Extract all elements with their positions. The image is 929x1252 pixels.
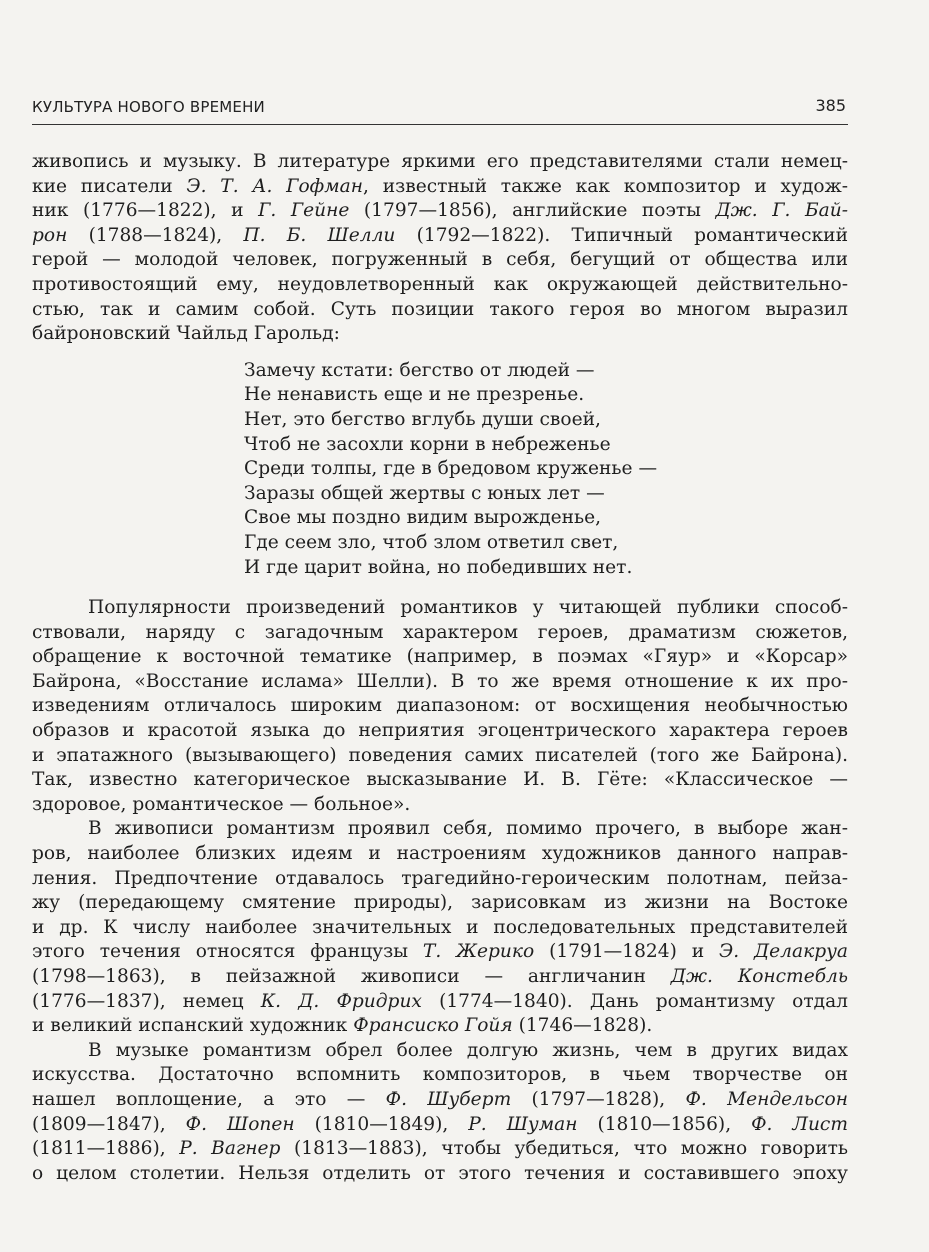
text-run: Так, известно категорическое высказывание И. В. Гёте: «Классическое — bbox=[32, 769, 848, 791]
text-line bbox=[32, 793, 848, 818]
text-run: кие писатели bbox=[32, 175, 187, 197]
text-run: (1811—1886), bbox=[32, 1138, 180, 1160]
text-run: противостоящий ему, неудовлетворенный как окружающей действительно- bbox=[32, 273, 848, 295]
verse-line: Заразы общей жертвы с юных лет — bbox=[244, 482, 605, 504]
text-line bbox=[32, 1088, 848, 1113]
text-run: (1792—1822). Типичный романтический bbox=[395, 224, 848, 246]
verse-line: Замечу кстати: бегство от людей — bbox=[244, 359, 595, 381]
text-run: и эпатажного (вызывающего) поведения самих писателей (того же Байрона). bbox=[32, 744, 848, 766]
text-line bbox=[32, 1162, 848, 1187]
name-italic: Э. Т. А. Гофман bbox=[186, 175, 363, 197]
text-run: ров, наиболее близких идеям и настроениям художников данного направ- bbox=[32, 843, 848, 865]
text-line bbox=[32, 1113, 848, 1138]
text-run: байроновский Чайльд Гарольд: bbox=[32, 323, 340, 345]
text-run: ствовали, наряду с загадочным характером героев, драматизм сюжетов, bbox=[32, 621, 848, 643]
name-italic: П. Б. Шелли bbox=[243, 224, 396, 246]
text-run: и великий испанский художник bbox=[32, 1015, 354, 1037]
name-italic: Дж. Г. Бай- bbox=[715, 200, 848, 222]
name-italic: Ф. Мендельсон bbox=[685, 1088, 848, 1110]
text-run: Байрона, «Восстание ислама» Шелли). В то же время отношение к их про- bbox=[32, 670, 848, 692]
body-text bbox=[32, 150, 848, 1186]
name-italic: Дж. Констебль bbox=[670, 966, 849, 987]
name-italic: Г. Гейне bbox=[258, 200, 350, 222]
text-run: (1798—1863), в пейзажной живописи — англичанин bbox=[32, 966, 671, 987]
text-line bbox=[32, 298, 848, 323]
text-line bbox=[32, 1014, 848, 1039]
paragraph-intro bbox=[32, 150, 848, 347]
text-line bbox=[32, 768, 848, 793]
text-run: обращение к восточной тематике (например, в поэмах «Гяур» и «Корсар» bbox=[32, 646, 848, 668]
text-line bbox=[32, 670, 848, 695]
name-italic: рон bbox=[32, 224, 68, 246]
verse-line: Среди толпы, где в бредовом круженье — bbox=[244, 458, 658, 480]
text-run: здоровое, романтическое — больное». bbox=[32, 793, 411, 815]
verse-line: Не ненависть еще и не презренье. bbox=[244, 384, 585, 406]
text-run: этого течения относятся французы bbox=[32, 941, 423, 963]
text-run: (1797—1828), bbox=[511, 1088, 686, 1110]
text-line bbox=[32, 842, 848, 867]
verse-line: Чтоб не засохли корни в небреженье bbox=[244, 433, 611, 455]
name-italic: Ф. Лист bbox=[751, 1113, 848, 1135]
text-line bbox=[32, 621, 848, 646]
text-run: о целом столетии. Нельзя отделить от этого течения и составившего эпоху bbox=[32, 1162, 848, 1184]
text-run: и др. К числу наиболее значительных и последовательных представителей bbox=[32, 916, 848, 938]
text-line bbox=[32, 719, 848, 744]
text-run: (1791—1824) и bbox=[534, 941, 720, 963]
text-run: изведениям отличалось широким диапазоном: от восхищения необычностью bbox=[32, 695, 848, 717]
text-run: ления. Предпочтение отдавалось трагедийно-героическим полотнам, пейза- bbox=[32, 867, 848, 889]
text-run: , известный также как композитор и худож- bbox=[363, 175, 848, 197]
text-line bbox=[32, 596, 848, 621]
name-italic: Т. Жерико bbox=[422, 941, 535, 963]
text-run: жу (передающему смятение природы), зарисовкам из жизни на Востоке bbox=[32, 892, 848, 914]
name-italic: Ф. Шуберт bbox=[385, 1088, 512, 1110]
text-line bbox=[32, 916, 848, 941]
text-line bbox=[32, 1137, 848, 1162]
verse-line: Где сеем зло, чтоб злом ответил свет, bbox=[244, 531, 619, 553]
text-line bbox=[32, 817, 848, 842]
running-title: КУЛЬТУРА НОВОГО ВРЕМЕНИ bbox=[32, 98, 265, 116]
text-run: (1809—1847), bbox=[32, 1113, 186, 1135]
text-run: ник (1776—1822), и bbox=[32, 200, 259, 222]
text-line bbox=[32, 322, 848, 347]
running-header bbox=[32, 96, 848, 125]
text-run: герой — молодой человек, погруженный в себя, бегущий от общества или bbox=[32, 249, 848, 271]
text-run: нашел воплощение, а это — bbox=[32, 1088, 386, 1110]
text-line bbox=[32, 867, 848, 892]
text-run: (1788—1824), bbox=[67, 224, 244, 246]
text-line bbox=[32, 1039, 848, 1064]
text-run: (1813—1883), чтобы убедиться, что можно говорить bbox=[280, 1138, 848, 1160]
text-run: (1810—1849), bbox=[294, 1113, 469, 1135]
text-line bbox=[32, 199, 848, 224]
text-run: (1776—1837), немец bbox=[32, 990, 261, 1012]
name-italic: К. Д. Фридрих bbox=[260, 990, 422, 1012]
verse-line: Нет, это бегство вглубь души своей, bbox=[244, 408, 601, 430]
text-line bbox=[32, 891, 848, 916]
verse-quote bbox=[244, 359, 848, 580]
text-run: образов и красотой языка до неприятия эгоцентрического характера героев bbox=[32, 720, 848, 742]
name-italic: Р. Шуман bbox=[468, 1113, 578, 1135]
paragraph-painting bbox=[32, 817, 848, 1038]
text-line bbox=[32, 940, 848, 965]
text-line bbox=[32, 175, 848, 200]
text-line bbox=[32, 645, 848, 670]
text-run: В музыке романтизм обрел более долгую жизнь, чем в других видах bbox=[88, 1039, 848, 1061]
text-run: стью, так и самим собой. Суть позиции такого героя во многом выразил bbox=[32, 298, 848, 320]
text-line bbox=[32, 150, 848, 175]
text-line bbox=[32, 224, 848, 249]
text-line bbox=[32, 694, 848, 719]
name-italic: Р. Вагнер bbox=[179, 1138, 281, 1160]
paragraph-popularity bbox=[32, 596, 848, 817]
text-run: искусства. Достаточно вспомнить композиторов, в чьем творчестве он bbox=[32, 1064, 848, 1086]
text-line bbox=[32, 1063, 848, 1088]
verse-line: Свое мы поздно видим вырожденье, bbox=[244, 507, 602, 529]
text-run: (1746—1828). bbox=[512, 1015, 653, 1037]
text-run: (1810—1856), bbox=[577, 1113, 752, 1135]
name-italic: Ф. Шопен bbox=[185, 1113, 295, 1135]
text-line bbox=[32, 990, 848, 1015]
text-run: В живописи романтизм проявил себя, помимо прочего, в выборе жан- bbox=[88, 818, 848, 840]
name-italic: Э. Делакруа bbox=[719, 941, 848, 963]
text-line bbox=[32, 965, 848, 990]
page-number: 385 bbox=[815, 96, 846, 115]
text-line bbox=[32, 744, 848, 769]
paragraph-music bbox=[32, 1039, 848, 1187]
text-run: (1797—1856), английские поэты bbox=[349, 200, 716, 222]
text-run: Популярности произведений романтиков у читающей публики способ- bbox=[88, 597, 848, 619]
verse-line: И где царит война, но победивших нет. bbox=[244, 556, 633, 578]
name-italic: Франсиско Гойя bbox=[353, 1015, 513, 1037]
text-line bbox=[32, 248, 848, 273]
text-run: (1774—1840). Дань романтизму отдал bbox=[421, 990, 848, 1012]
text-line bbox=[32, 273, 848, 298]
text-run: живопись и музыку. В литературе яркими его представителями стали немец- bbox=[32, 151, 848, 172]
